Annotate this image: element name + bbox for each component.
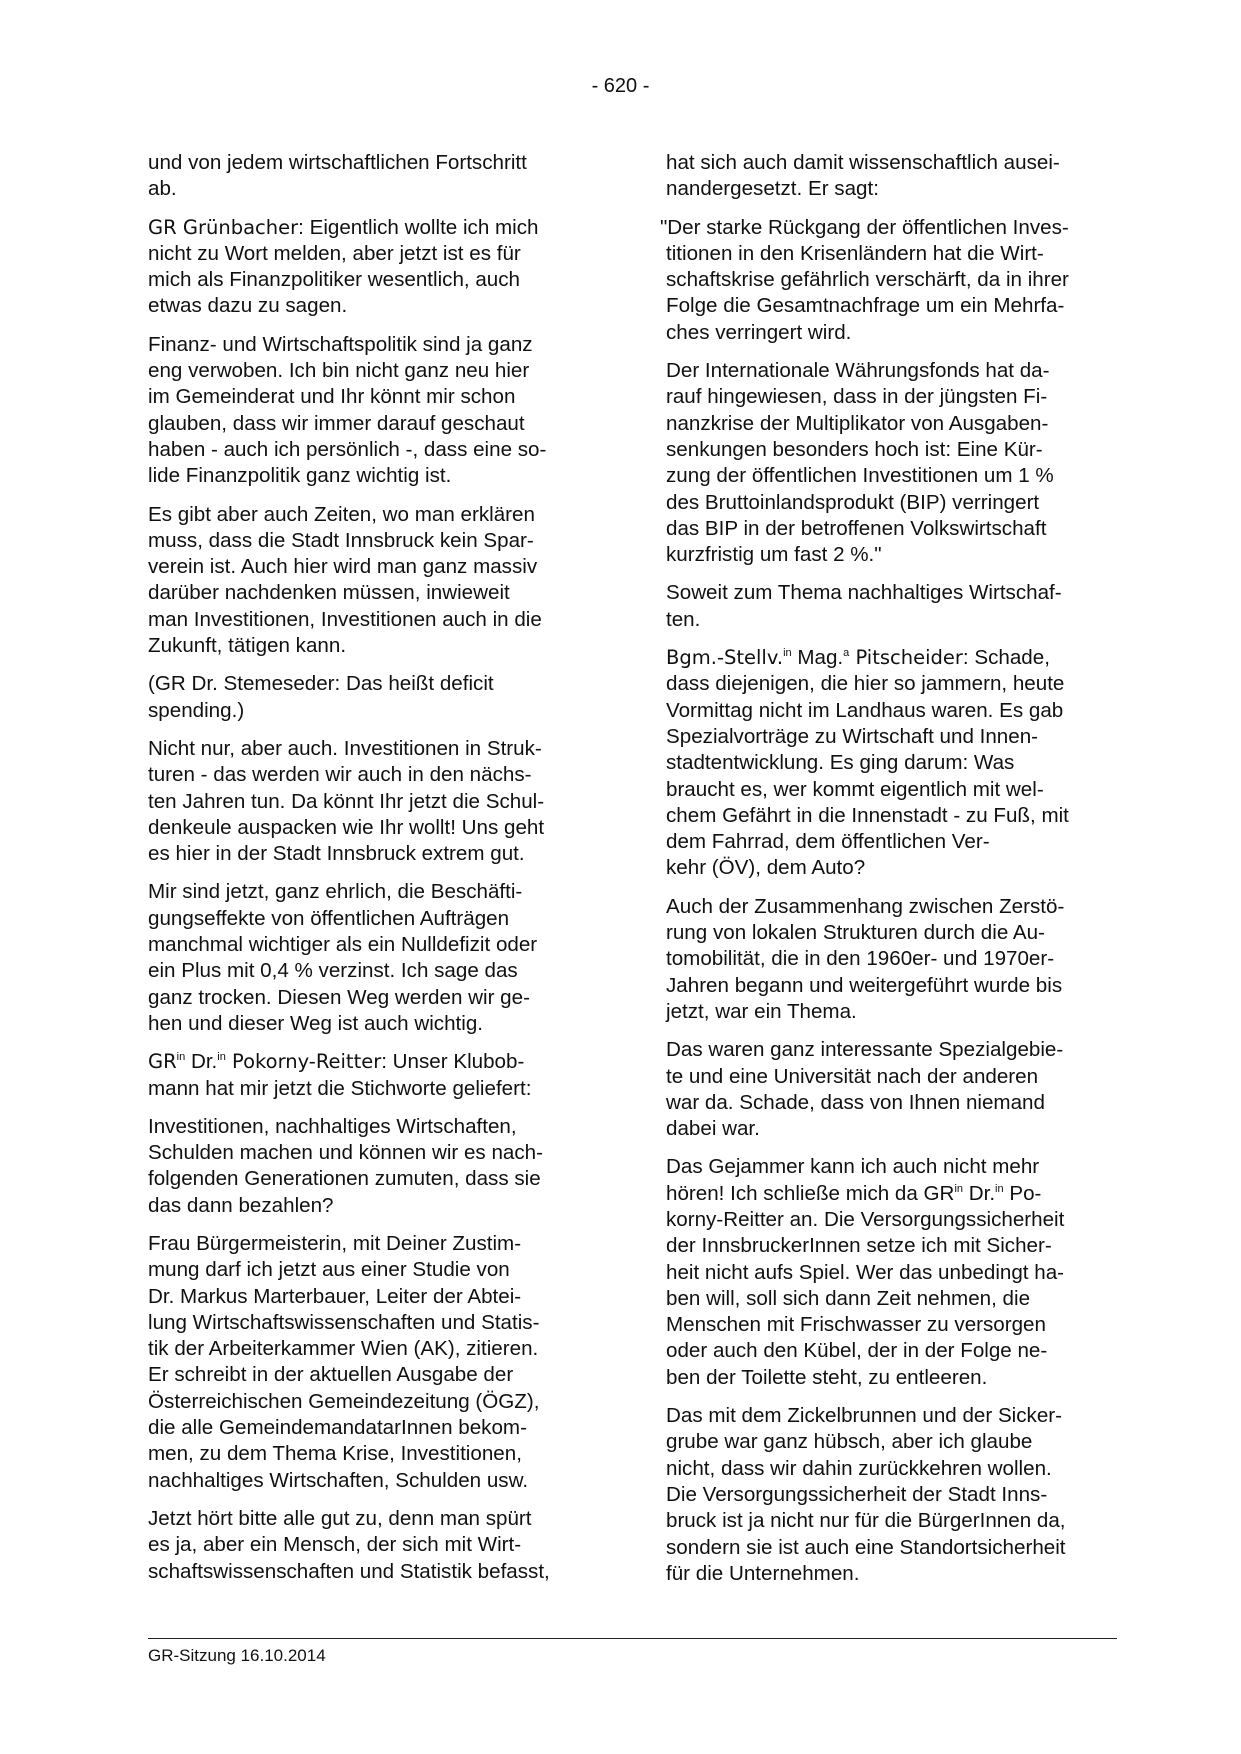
- footer-session-date: GR-Sitzung 16.10.2014: [148, 1646, 326, 1665]
- page-number: - 620 -: [591, 75, 650, 97]
- text-line: Zukunft, tätigen kann.: [148, 634, 347, 658]
- paragraph: [666, 1403, 1132, 1587]
- text-line: nanzkrise der Multiplikator von Ausgaben-: [666, 411, 1049, 435]
- superscript: in: [995, 1182, 1004, 1195]
- text-line: darüber nachdenken müssen, inwieweit: [148, 581, 510, 605]
- superscript: in: [783, 647, 792, 660]
- text-line: dabei war.: [666, 1117, 760, 1141]
- paragraph: [148, 1114, 594, 1219]
- speaker-title: Dr.: [185, 1050, 218, 1074]
- text-line: ches verringert wird.: [666, 320, 852, 344]
- text-line: im Gemeinderat und Ihr könnt mir schon: [148, 385, 516, 409]
- superscript: a: [843, 647, 850, 660]
- paragraph: [666, 150, 1132, 203]
- text-line: manchmal wichtiger als ein Nulldefizit oder: [148, 933, 538, 957]
- text-line: Investitionen, nachhaltiges Wirtschaften,: [148, 1114, 517, 1138]
- text-fragment: Po-: [1003, 1181, 1042, 1205]
- text-line: mann hat mir jetzt die Stichworte geliefert:: [148, 1076, 532, 1100]
- text-line: men, zu dem Thema Krise, Investitionen,: [148, 1442, 522, 1466]
- text-line: Die Versorgungssicherheit der Stadt Inns-: [666, 1482, 1048, 1506]
- text-line: ein Plus mit 0,4 % verzinst. Ich sage das: [148, 959, 518, 983]
- text-line: Vormittag nicht im Landhaus waren. Es gab: [666, 698, 1064, 722]
- text-line: nicht, dass wir dahin zurückkehren wollen.: [666, 1456, 1052, 1480]
- paragraph: [148, 736, 594, 867]
- text-line: glauben, dass wir immer darauf geschaut: [148, 411, 525, 435]
- text-line: Das Gejammer kann ich auch nicht mehr: [666, 1155, 1040, 1179]
- text-line: ten.: [666, 607, 701, 631]
- speech-gruenbacher: [148, 215, 594, 320]
- text-line: [666, 645, 1132, 671]
- text-line: das dann bezahlen?: [148, 1193, 334, 1217]
- superscript: in: [217, 1051, 226, 1064]
- text-line: dem Fahrrad, dem öffentlichen Ver-: [666, 830, 990, 854]
- text-line: ten Jahren tun. Da könnt Ihr jetzt die Schul-: [148, 789, 545, 813]
- text-line: des Bruttoinlandsprodukt (BIP) verringert: [666, 490, 1040, 514]
- text-line: jetzt, war ein Thema.: [666, 999, 857, 1023]
- paragraph: [148, 150, 594, 203]
- text-line: senkungen besonders hoch ist: Eine Kür-: [666, 437, 1043, 461]
- text-line: heit nicht aufs Spiel. Wer das unbedingt ha-: [666, 1260, 1065, 1284]
- text-line: chem Gefährt in die Innenstadt - zu Fuß, mit: [666, 803, 1069, 827]
- text-line: schaftskrise gefährlich verschärft, da in ihrer: [666, 268, 1069, 292]
- text-line: nandergesetzt. Er sagt:: [666, 177, 879, 201]
- text-line: turen - das werden wir auch in den nächs-: [148, 763, 532, 787]
- text-line: hen und dieser Weg ist auch wichtig.: [148, 1011, 484, 1035]
- speaker-name: Pokorny-Reitter: [225, 1050, 382, 1074]
- text-line: verein ist. Auch hier wird man ganz massiv: [148, 555, 538, 579]
- text-line: denkeule auspacken wie Ihr wollt! Uns geht: [148, 815, 545, 839]
- text-line: [148, 1049, 594, 1075]
- text-line: zung der öffentlichen Investitionen um 1 %: [666, 464, 1054, 488]
- footer-divider: [148, 1638, 1117, 1639]
- text-line: Soweit zum Thema nachhaltiges Wirtschaf-: [666, 581, 1062, 605]
- text-line: Jahren begann und weitergeführt wurde bis: [666, 973, 1063, 997]
- text-line: muss, dass die Stadt Innsbruck kein Spar-: [148, 528, 534, 552]
- paragraph: [148, 502, 594, 660]
- interjection: [148, 671, 594, 724]
- text-line: Es gibt aber auch Zeiten, wo man erklären: [148, 502, 535, 526]
- paragraph: [666, 580, 1132, 633]
- text-line: rauf hingewiesen, dass in der jüngsten Fi-: [666, 385, 1048, 409]
- text-line: te und eine Universität nach der anderen: [666, 1064, 1039, 1088]
- text-line: mich als Finanzpolitiker wesentlich, auch: [148, 268, 520, 292]
- text-line: ganz trocken. Diesen Weg werden wir ge-: [148, 985, 530, 1009]
- text-line: Jetzt hört bitte alle gut zu, denn man spürt: [148, 1506, 532, 1530]
- text-line: es hier in der Stadt Innsbruck extrem gut.: [148, 842, 525, 866]
- speaker-title: GR: [148, 1050, 177, 1074]
- text-line: es ja, aber ein Mensch, der sich mit Wirt-: [148, 1533, 522, 1557]
- text-line: Auch der Zusammenhang zwischen Zerstö-: [666, 894, 1065, 918]
- text-line: Mir sind jetzt, ganz ehrlich, die Beschäfti-: [148, 880, 523, 904]
- text-line: hat sich auch damit wissenschaftlich ausei-: [666, 151, 1060, 174]
- text-line: gungseffekte von öffentlichen Aufträgen: [148, 906, 510, 930]
- text-fragment: hören! Ich schließe mich da GR: [666, 1181, 955, 1205]
- text-line: braucht es, wer kommt eigentlich mit wel-: [666, 777, 1044, 801]
- paragraph: [148, 332, 594, 490]
- text-line: Österreichischen Gemeindezeitung (ÖGZ),: [148, 1389, 540, 1413]
- text-line: Schulden machen und können wir es nach-: [148, 1141, 543, 1165]
- text-fragment: : Schade,: [962, 646, 1050, 670]
- speaker-title: Mag.: [791, 646, 844, 670]
- text-line: ben will, soll sich dann Zeit nehmen, die: [666, 1286, 1031, 1310]
- text-line: tik der Arbeiterkammer Wien (AK), zitieren.: [148, 1337, 539, 1361]
- text-line: rung von lokalen Strukturen durch die Au-: [666, 921, 1045, 945]
- text-line: Das waren ganz interessante Spezialgebie-: [666, 1038, 1064, 1062]
- text-line: lide Finanzpolitik ganz wichtig ist.: [148, 464, 452, 488]
- text-line: für die Unternehmen.: [666, 1561, 860, 1585]
- text-line: Spezialvorträge zu Wirtschaft und Innen-: [666, 724, 1039, 748]
- speech-pitscheider: [666, 645, 1132, 882]
- text-line: man Investitionen, Investitionen auch in die: [148, 607, 542, 631]
- text-line: kehr (ÖV), dem Auto?: [666, 856, 866, 880]
- text-line: der InnsbruckerInnen setze ich mit Sicher-: [666, 1234, 1052, 1258]
- text-line: grube war ganz hübsch, aber ich glaube: [666, 1430, 1033, 1454]
- text-line: stadtentwicklung. Es ging darum: Was: [666, 751, 1015, 775]
- paragraph: [148, 1231, 594, 1494]
- text-line: [148, 215, 594, 241]
- text-line: korny-Reitter an. Die Versorgungssicherheit: [666, 1207, 1065, 1231]
- text-fragment: : Eigentlich wollte ich mich: [298, 215, 539, 239]
- text-line: tomobilität, die in den 1960er- und 1970er-: [666, 947, 1055, 971]
- text-line: kurzfristig um fast 2 %.": [666, 543, 882, 567]
- text-line: [666, 1181, 1132, 1207]
- text-line: ben der Toilette steht, zu entleeren.: [666, 1365, 988, 1389]
- text-line: haben - auch ich persönlich -, dass eine so-: [148, 437, 547, 461]
- text-line: oder auch den Kübel, der in der Folge ne-: [666, 1339, 1048, 1363]
- text-line: Das mit dem Zickelbrunnen und der Sicker-: [666, 1404, 1063, 1428]
- text-line: Er schreibt in der aktuellen Ausgabe der: [148, 1363, 514, 1387]
- text-line: folgenden Generationen zumuten, dass sie: [148, 1167, 541, 1191]
- speaker-name: Pitscheider: [849, 646, 963, 670]
- text-line: lung Wirtschaftswissenschaften und Statis-: [148, 1310, 540, 1334]
- text-line: mung darf ich jetzt aus einer Studie von: [148, 1258, 510, 1282]
- paragraph: [148, 1506, 594, 1585]
- quotation: [660, 215, 1132, 346]
- text-line: titionen in den Krisenländern hat die Wirt-: [666, 241, 1044, 265]
- superscript: in: [954, 1182, 963, 1195]
- text-line: Menschen mit Frischwasser zu versorgen: [666, 1313, 1046, 1337]
- superscript: in: [176, 1051, 186, 1064]
- right-column: [660, 150, 1132, 1599]
- text-line: war da. Schade, dass von Ihnen niemand: [666, 1090, 1045, 1114]
- text-line: Nicht nur, aber auch. Investitionen in Struk-: [148, 736, 542, 760]
- text-line: Folge die Gesamtnachfrage um ein Mehrfa-: [666, 294, 1065, 318]
- text-line: dass diejenigen, die hier so jammern, heute: [666, 672, 1065, 696]
- text-line: spending.): [148, 698, 245, 722]
- text-fragment: : Unser Klubob-: [381, 1050, 525, 1074]
- quotation: [666, 358, 1132, 568]
- text-line: "Der starke Rückgang der öffentlichen Inves-: [660, 215, 1069, 239]
- paragraph: [666, 1037, 1132, 1142]
- text-fragment: Dr.: [963, 1181, 996, 1205]
- text-line: Frau Bürgermeisterin, mit Deiner Zustim-: [148, 1231, 522, 1255]
- text-line: ab.: [148, 177, 177, 201]
- paragraph: [666, 1154, 1132, 1391]
- paragraph: [148, 879, 594, 1037]
- text-line: sondern sie ist auch eine Standortsicherheit: [666, 1535, 1066, 1559]
- text-line: Der Internationale Währungsfonds hat da-: [666, 359, 1050, 383]
- text-line: eng verwoben. Ich bin nicht ganz neu hier: [148, 359, 530, 383]
- left-column: [148, 150, 594, 1597]
- speech-pokorny-reitter: [148, 1049, 594, 1102]
- text-line: schaftswissenschaften und Statistik befasst,: [148, 1559, 550, 1583]
- speaker-name: GR Grünbacher: [148, 215, 299, 239]
- text-line: (GR Dr. Stemeseder: Das heißt deficit: [148, 672, 494, 696]
- text-line: das BIP in der betroffenen Volkswirtschaft: [666, 516, 1047, 540]
- text-line: nachhaltiges Wirtschaften, Schulden usw.: [148, 1468, 529, 1492]
- text-line: die alle GemeindemandatarInnen bekom-: [148, 1416, 527, 1440]
- text-line: Dr. Markus Marterbauer, Leiter der Abtei-: [148, 1284, 522, 1308]
- text-line: nicht zu Wort melden, aber jetzt ist es für: [148, 241, 521, 265]
- text-line: etwas dazu zu sagen.: [148, 294, 348, 318]
- paragraph: [666, 894, 1132, 1025]
- text-line: bruck ist ja nicht nur für die BürgerInnen da,: [666, 1509, 1066, 1533]
- text-line: Finanz- und Wirtschaftspolitik sind ja ganz: [148, 332, 533, 356]
- text-line: und von jedem wirtschaftlichen Fortschritt: [148, 151, 527, 174]
- speaker-title: Bgm.-Stellv.: [666, 646, 784, 670]
